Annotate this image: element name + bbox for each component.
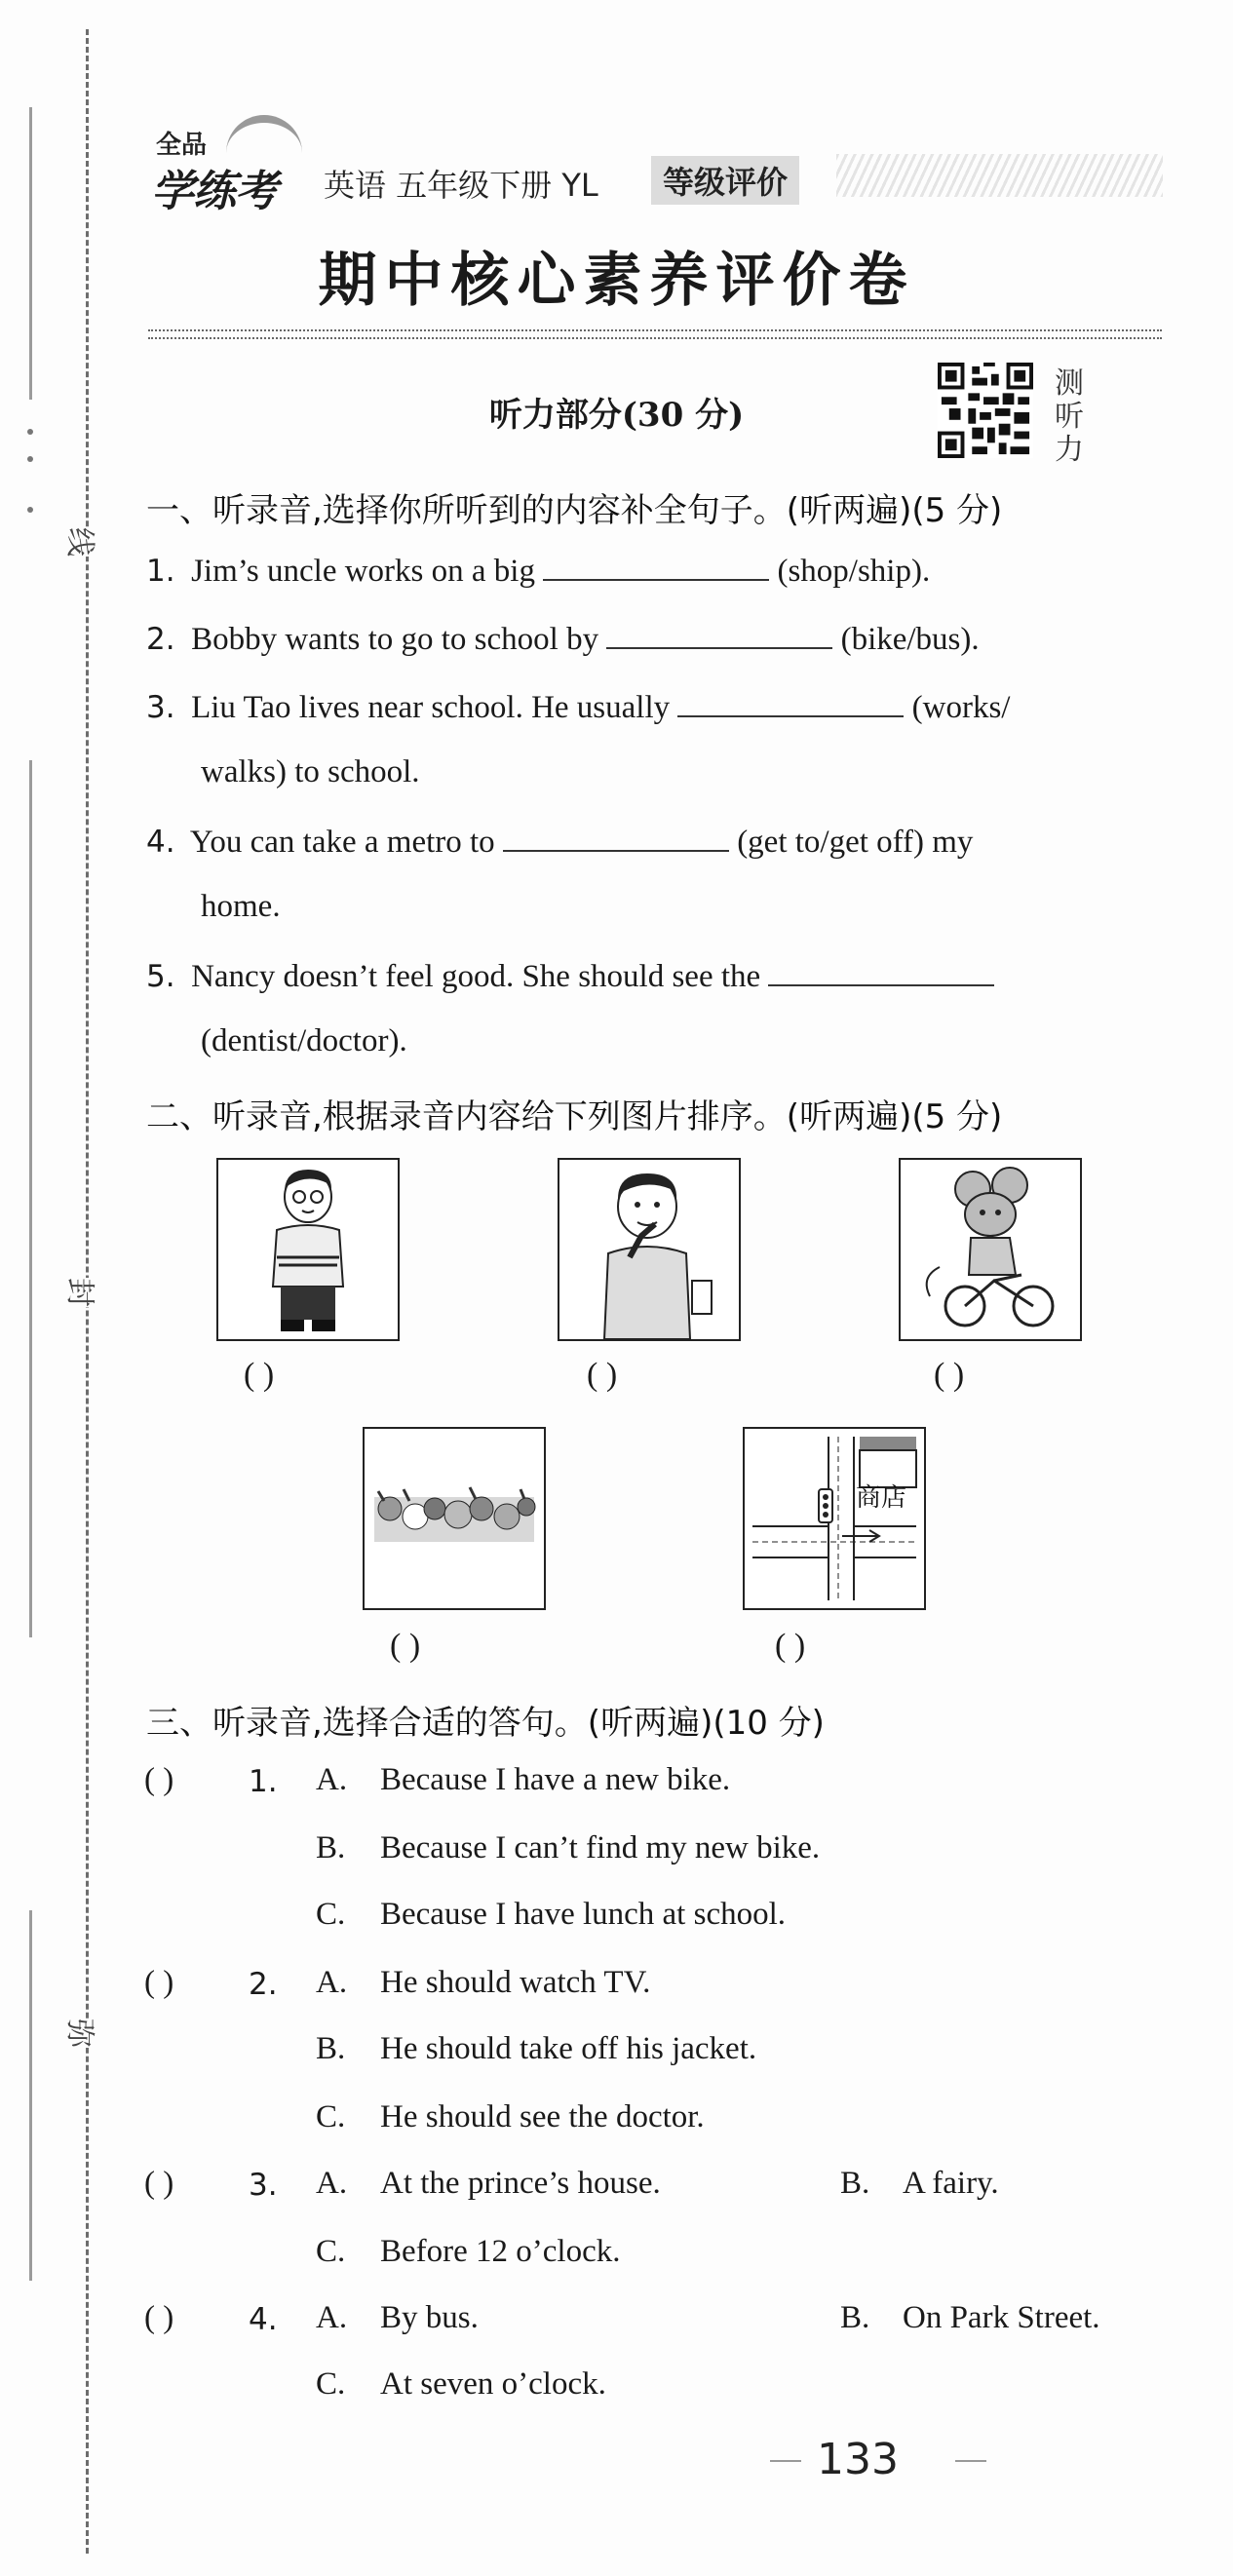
- part1-item-1: 1. Jim’s uncle works on a big (shop/ship).: [146, 554, 931, 589]
- boy-brushing-teeth-icon: [559, 1160, 739, 1339]
- man-standing-icon: [218, 1160, 398, 1339]
- option-letter: C.: [316, 2366, 346, 2402]
- listening-section-title: 听力部分(30 分): [488, 396, 745, 435]
- answer-blank[interactable]: [768, 957, 994, 986]
- option-letter: B.: [316, 1830, 346, 1865]
- binding-bar: [29, 760, 32, 1637]
- part3-q2-paren[interactable]: ( ): [144, 1965, 174, 2000]
- picture-boy-brushing-teeth: [558, 1158, 741, 1341]
- part1-item-3-cont: walks) to school.: [201, 754, 420, 789]
- qr-label-char: 力: [1055, 433, 1084, 467]
- option-text: Because I have a new bike.: [380, 1762, 731, 1797]
- part1-item-4: 4. You can take a metro to (get to/get off) my: [146, 825, 974, 860]
- picture-street-map: [743, 1427, 926, 1610]
- answer-blank[interactable]: [606, 620, 832, 649]
- binding-bar: [29, 1910, 32, 2281]
- answer-blank[interactable]: [677, 688, 904, 717]
- logo-top-text: 全品: [156, 131, 208, 160]
- answer-paren[interactable]: ( ): [934, 1357, 965, 1393]
- option-letter: B.: [840, 2300, 870, 2335]
- part3-q3-number: 3.: [249, 2168, 278, 2203]
- option-text: He should take off his jacket.: [380, 2031, 757, 2066]
- option-text: At the prince’s house.: [380, 2166, 661, 2201]
- grade-badge: 等级评价: [651, 156, 799, 205]
- option-letter: A.: [316, 1965, 348, 2000]
- part3-heading: 三、听录音,选择合适的答句。(听两遍)(10 分): [146, 1704, 825, 1743]
- part3-q1-paren[interactable]: ( ): [144, 1762, 174, 1797]
- option-letter: A.: [316, 2300, 348, 2335]
- mouse-riding-bike-icon: [901, 1160, 1080, 1339]
- picture-man-standing: [216, 1158, 400, 1341]
- part1-item-2: 2. Bobby wants to go to school by (bike/bus).: [146, 622, 980, 657]
- part1-item-4-cont: home.: [201, 889, 281, 924]
- part2-heading: 二、听录音,根据录音内容给下列图片排序。(听两遍)(5 分): [146, 1097, 1003, 1136]
- option-letter: A.: [316, 1762, 348, 1797]
- part3-q3-paren[interactable]: ( ): [144, 2166, 174, 2201]
- page-number-dash: [770, 2460, 801, 2462]
- answer-blank[interactable]: [543, 552, 769, 581]
- shop-sign: 商店: [856, 1483, 907, 1513]
- option-letter: C.: [316, 1897, 346, 1932]
- qr-code-icon: [938, 363, 1033, 458]
- option-letter: B.: [316, 2031, 346, 2066]
- option-text: Because I have lunch at school.: [380, 1897, 787, 1932]
- part1-item-5-cont: (dentist/doctor).: [201, 1023, 407, 1058]
- qr-label-char: 测: [1055, 366, 1084, 401]
- part3-q4-paren[interactable]: ( ): [144, 2300, 174, 2335]
- part3-q1-number: 1.: [249, 1764, 278, 1799]
- page-number: 133: [817, 2435, 899, 2484]
- option-text: He should see the doctor.: [380, 2099, 705, 2134]
- option-letter: A.: [316, 2166, 348, 2201]
- animals-crowd-icon: [365, 1429, 544, 1608]
- margin-char-xian: 线: [58, 527, 108, 557]
- option-letter: C.: [316, 2099, 346, 2134]
- page-number-dash: [955, 2460, 986, 2462]
- answer-paren[interactable]: ( ): [775, 1628, 806, 1664]
- header-subject: 英语 五年级下册 YL: [324, 167, 598, 204]
- margin-char-mi: 弥: [58, 2019, 108, 2048]
- option-text: Before 12 o’clock.: [380, 2234, 621, 2269]
- title-rule: [148, 337, 1162, 339]
- margin-char-feng: 封: [58, 1278, 108, 1307]
- answer-paren[interactable]: ( ): [244, 1357, 275, 1393]
- answer-paren[interactable]: ( ): [390, 1628, 421, 1664]
- title-rule: [148, 329, 1162, 331]
- answer-paren[interactable]: ( ): [587, 1357, 618, 1393]
- option-text: Because I can’t find my new bike.: [380, 1830, 821, 1865]
- answer-blank[interactable]: [503, 823, 729, 852]
- option-text: At seven o’clock.: [380, 2366, 606, 2402]
- part3-q2-number: 2.: [249, 1967, 278, 2002]
- part3-q4-number: 4.: [249, 2302, 278, 2337]
- option-text: On Park Street.: [903, 2300, 1100, 2335]
- picture-mouse-riding-bike: [899, 1158, 1082, 1341]
- binding-dot: [27, 507, 33, 513]
- street-map-icon: [745, 1429, 924, 1608]
- part1-heading: 一、听录音,选择你所听到的内容补全句子。(听两遍)(5 分): [146, 491, 1003, 530]
- logo-main-text: 学练考: [151, 167, 277, 216]
- picture-animals-crowd: [363, 1427, 546, 1610]
- qr-label-char: 听: [1055, 400, 1084, 434]
- option-letter: C.: [316, 2234, 346, 2269]
- part1-item-3: 3. Liu Tao lives near school. He usually (works/: [146, 690, 1011, 725]
- option-text: A fairy.: [903, 2166, 999, 2201]
- header-stripes: [836, 154, 1163, 197]
- option-text: He should watch TV.: [380, 1965, 651, 2000]
- part1-item-5: 5. Nancy doesn’t feel good. She should see the: [146, 957, 994, 995]
- page-title: 期中核心素养评价卷: [318, 247, 915, 315]
- option-letter: B.: [840, 2166, 870, 2201]
- option-text: By bus.: [380, 2300, 479, 2335]
- binding-dot: [27, 456, 33, 462]
